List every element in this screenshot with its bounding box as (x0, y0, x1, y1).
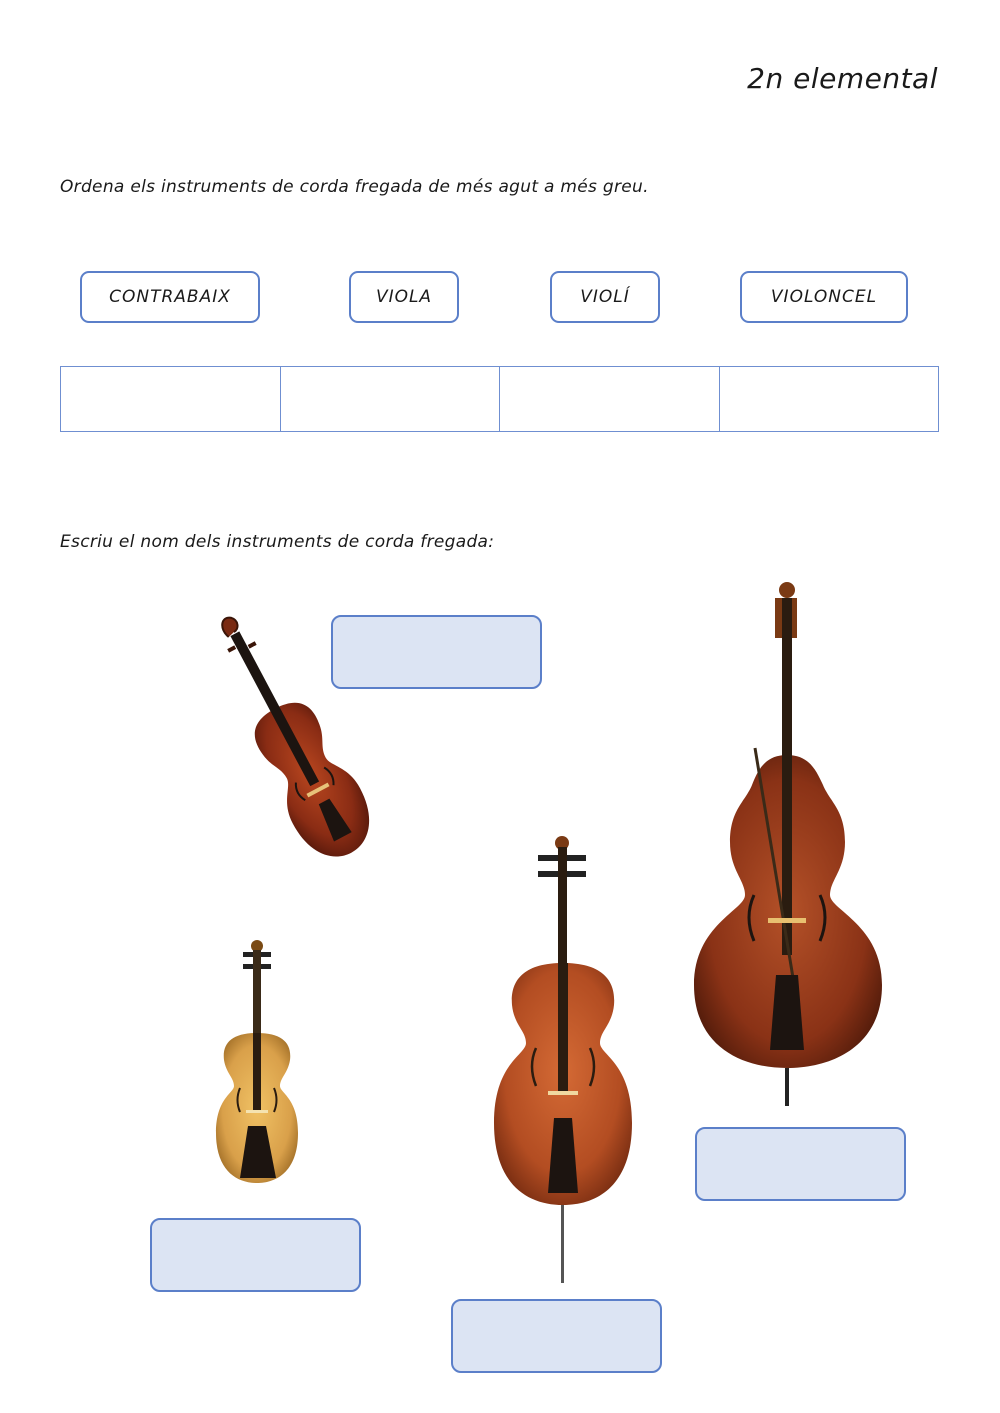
double-bass-image (690, 580, 890, 1108)
drop-slot-4[interactable] (720, 367, 939, 431)
violin-image (210, 938, 305, 1188)
drop-slot-1[interactable] (61, 367, 281, 431)
chip-contrabaix[interactable]: CONTRABAIX (80, 271, 260, 323)
answer-box-viola[interactable] (331, 615, 542, 689)
answer-box-violin[interactable] (150, 1218, 361, 1292)
drop-slot-2[interactable] (281, 367, 501, 431)
level-label: 2n elemental (747, 62, 938, 95)
answer-box-double-bass[interactable] (695, 1127, 906, 1201)
chip-violi[interactable]: VIOLÍ (550, 271, 660, 323)
instruction-name: Escriu el nom dels instruments de corda fregada: (60, 532, 495, 552)
answer-box-cello[interactable] (451, 1299, 662, 1373)
drop-slot-3[interactable] (500, 367, 720, 431)
cello-image (488, 833, 638, 1288)
order-drop-row (60, 366, 939, 432)
chip-viola[interactable]: VIOLA (349, 271, 459, 323)
chip-violoncel[interactable]: VIOLONCEL (740, 271, 908, 323)
instruction-order: Ordena els instruments de corda fregada de més agut a més greu. (60, 177, 649, 197)
